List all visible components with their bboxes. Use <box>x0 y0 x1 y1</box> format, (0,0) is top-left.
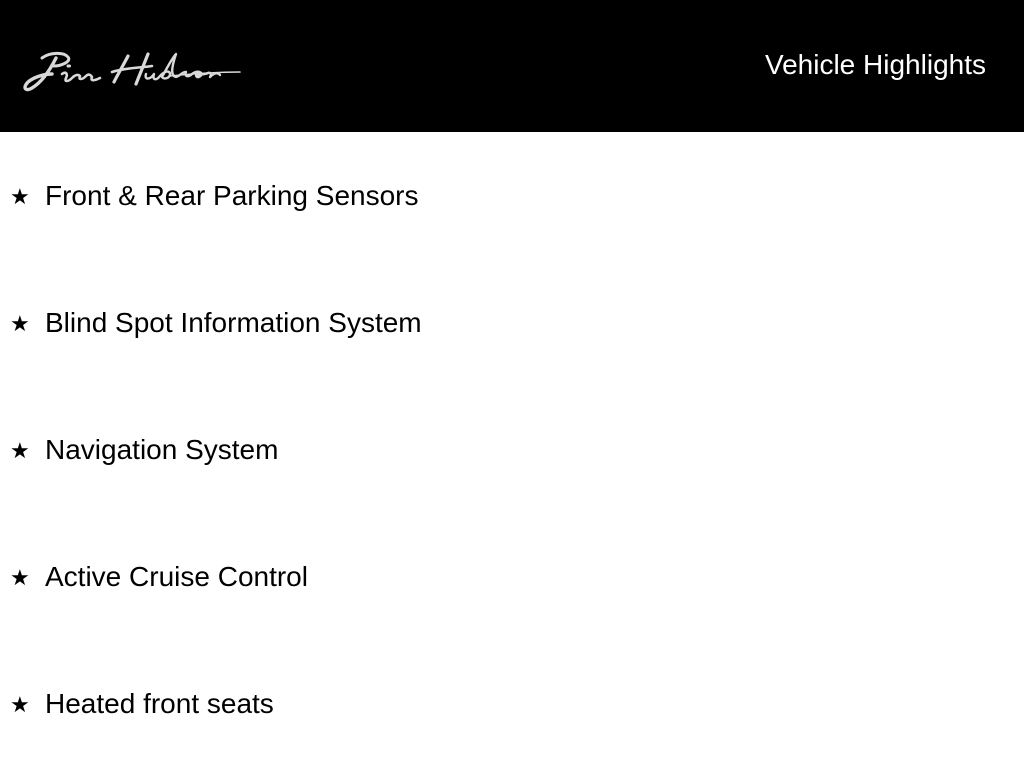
feature-label: Front & Rear Parking Sensors <box>45 180 419 211</box>
feature-label: Navigation System <box>45 434 279 465</box>
list-item <box>0 557 1000 597</box>
list-item <box>0 303 1000 343</box>
star-icon: ★ <box>10 565 30 590</box>
header-bar <box>0 0 1024 132</box>
star-icon: ★ <box>10 184 30 209</box>
list-item <box>0 684 1000 724</box>
star-icon: ★ <box>10 311 30 336</box>
feature-label: Blind Spot Information System <box>45 307 422 338</box>
jim-hudson-logo <box>20 44 244 100</box>
signature-logo-icon <box>20 44 244 100</box>
feature-label: Active Cruise Control <box>45 561 308 592</box>
star-icon: ★ <box>10 438 30 463</box>
star-icon: ★ <box>10 692 30 717</box>
list-item <box>0 430 1000 470</box>
page-title: Vehicle Highlights <box>764 49 986 80</box>
list-item <box>0 176 1000 216</box>
feature-label: Heated front seats <box>45 688 274 719</box>
